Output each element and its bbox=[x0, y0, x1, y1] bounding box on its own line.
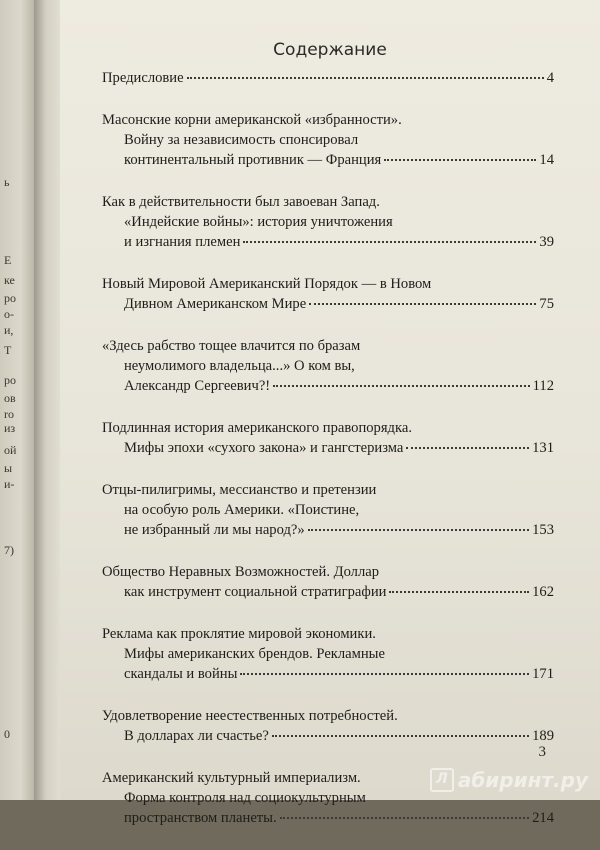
page-number: 3 bbox=[538, 744, 546, 760]
toc-entry bbox=[102, 562, 554, 602]
toc-entry-title-line: Удовлетворение неестественных потребностей. bbox=[102, 708, 398, 724]
toc-page-number: 75 bbox=[539, 296, 554, 312]
toc-entry-title-line: Дивном Американском Мире bbox=[124, 296, 307, 312]
toc-entry bbox=[102, 110, 554, 170]
facing-page-text-fragment: 0 bbox=[4, 727, 10, 741]
dot-leader bbox=[243, 241, 536, 243]
toc-entry-title-line: Общество Неравных Возможностей. Доллар bbox=[102, 564, 380, 580]
facing-page-text-fragment: ов bbox=[4, 391, 16, 405]
dot-leader bbox=[272, 735, 529, 737]
toc-page-number: 14 bbox=[539, 152, 554, 168]
dot-leader bbox=[384, 159, 536, 161]
toc-entry-last-line bbox=[102, 726, 554, 746]
toc-entry-title-line: как инструмент социальной стратиграфии bbox=[124, 584, 387, 600]
toc-entry-title-line: Масонские корни американской «избранности». bbox=[102, 112, 402, 128]
dot-leader bbox=[240, 673, 529, 675]
facing-page-text-fragment: ро bbox=[4, 373, 16, 387]
toc-entry-title-line: Мифы эпохи «сухого закона» и гангстеризма bbox=[124, 440, 404, 456]
dot-leader bbox=[406, 447, 529, 449]
toc-page-number: 112 bbox=[532, 378, 554, 394]
toc-entry bbox=[102, 624, 554, 684]
toc-page-number: 39 bbox=[539, 234, 554, 250]
toc-entry-title-line: Подлинная история американского правопорядка. bbox=[102, 420, 412, 436]
toc-entry-last-line bbox=[102, 232, 554, 252]
toc-entry bbox=[102, 68, 554, 88]
toc-page-number: 153 bbox=[532, 522, 554, 538]
facing-page-text-fragment: о- bbox=[4, 307, 14, 321]
toc-entry-title-line: на особую роль Америки. «Поистине, bbox=[124, 502, 360, 518]
toc-page-number: 214 bbox=[532, 810, 554, 826]
facing-page-text-fragment: ы bbox=[4, 461, 13, 475]
toc-entry-title-line: Войну за независимость спонсировал bbox=[124, 132, 359, 148]
toc-entry-title-line: Мифы американских брендов. Рекламные bbox=[124, 646, 385, 662]
toc-entry-last-line bbox=[102, 68, 554, 88]
toc-page-number: 162 bbox=[532, 584, 554, 600]
toc-entry bbox=[102, 274, 554, 314]
facing-page-text-fragment: ке bbox=[4, 273, 15, 287]
toc-entry-title-line: скандалы и войны bbox=[124, 666, 238, 682]
dot-leader bbox=[308, 529, 529, 531]
labirint-logo-icon: Л bbox=[430, 768, 454, 792]
facing-page-text-fragment: Т bbox=[4, 343, 12, 357]
toc-entry-title-line: континентальный противник — Франция bbox=[124, 152, 382, 168]
dot-leader bbox=[187, 77, 544, 79]
toc-page-number: 131 bbox=[532, 440, 554, 456]
toc-entry-last-line bbox=[102, 808, 554, 828]
toc-entry bbox=[102, 480, 554, 540]
toc-entry-title-line: «Индейские войны»: история уничтожения bbox=[124, 214, 393, 230]
toc-entry-title-line: В долларах ли счастье? bbox=[124, 728, 269, 744]
toc-entry-title-line: Новый Мировой Американский Порядок — в Новом bbox=[102, 276, 432, 292]
toc-entry bbox=[102, 706, 554, 746]
toc-page-number: 171 bbox=[532, 666, 554, 682]
toc-entry-last-line bbox=[102, 664, 554, 684]
toc-entry-title-line: и изгнания племен bbox=[124, 234, 241, 250]
toc-entry-last-line bbox=[102, 520, 554, 540]
toc-entry-title-line: Реклама как проклятие мировой экономики. bbox=[102, 626, 376, 642]
toc-entry-title-line: Александр Сергеевич?! bbox=[124, 378, 271, 394]
toc-entry-title-line: «Здесь рабство тощее влачится по бразам bbox=[102, 338, 361, 354]
toc-entry-last-line bbox=[102, 150, 554, 170]
toc-page-number: 4 bbox=[546, 70, 554, 86]
toc-entry-last-line bbox=[102, 294, 554, 314]
toc-entry-last-line bbox=[102, 376, 554, 396]
labirint-watermark bbox=[430, 768, 588, 792]
facing-page-text-fragment: из bbox=[4, 421, 16, 435]
toc-entry-title-line: Отцы-пилигримы, мессианство и претензии bbox=[102, 482, 377, 498]
facing-page-text-fragment: ро bbox=[4, 291, 16, 305]
toc-list bbox=[102, 68, 554, 850]
toc-entry-title-line: Как в действительности был завоеван Запад. bbox=[102, 194, 380, 210]
toc-entry bbox=[102, 192, 554, 252]
contents-page bbox=[60, 0, 600, 826]
facing-page-text-fragment: и, bbox=[4, 323, 14, 337]
dot-leader bbox=[280, 817, 529, 819]
dot-leader bbox=[389, 591, 529, 593]
toc-entry-last-line bbox=[102, 438, 554, 458]
toc-entry-title-line: не избранный ли мы народ?» bbox=[124, 522, 305, 538]
toc-entry-title-line: Американский культурный империализм. bbox=[102, 770, 361, 786]
facing-page-edge bbox=[0, 0, 34, 800]
toc-entry bbox=[102, 336, 554, 396]
dot-leader bbox=[309, 303, 536, 305]
dot-leader bbox=[273, 385, 529, 387]
toc-entry bbox=[102, 418, 554, 458]
contents-heading: Содержание bbox=[273, 40, 387, 60]
toc-entry-last-line bbox=[102, 582, 554, 602]
facing-page-text-fragment: ro bbox=[4, 407, 14, 421]
toc-page-number: 189 bbox=[532, 728, 554, 744]
toc-entry-title-line: неумолимого владельца...» О ком вы, bbox=[124, 358, 355, 374]
watermark-text: абиринт.ру bbox=[457, 768, 588, 792]
toc-entry-title-line: Предисловие bbox=[102, 70, 184, 86]
facing-page-text-fragment: и- bbox=[4, 477, 15, 491]
facing-page-text-fragment: ой bbox=[4, 443, 17, 457]
facing-page-text-fragment: 7) bbox=[4, 543, 14, 557]
facing-page-text-fragment: ь bbox=[4, 175, 10, 189]
toc-entry-title-line: Форма контроля над социокультурным bbox=[124, 790, 366, 806]
facing-page-text-fragment: Е bbox=[4, 253, 12, 267]
toc-entry-title-line: пространством планеты. bbox=[124, 810, 277, 826]
